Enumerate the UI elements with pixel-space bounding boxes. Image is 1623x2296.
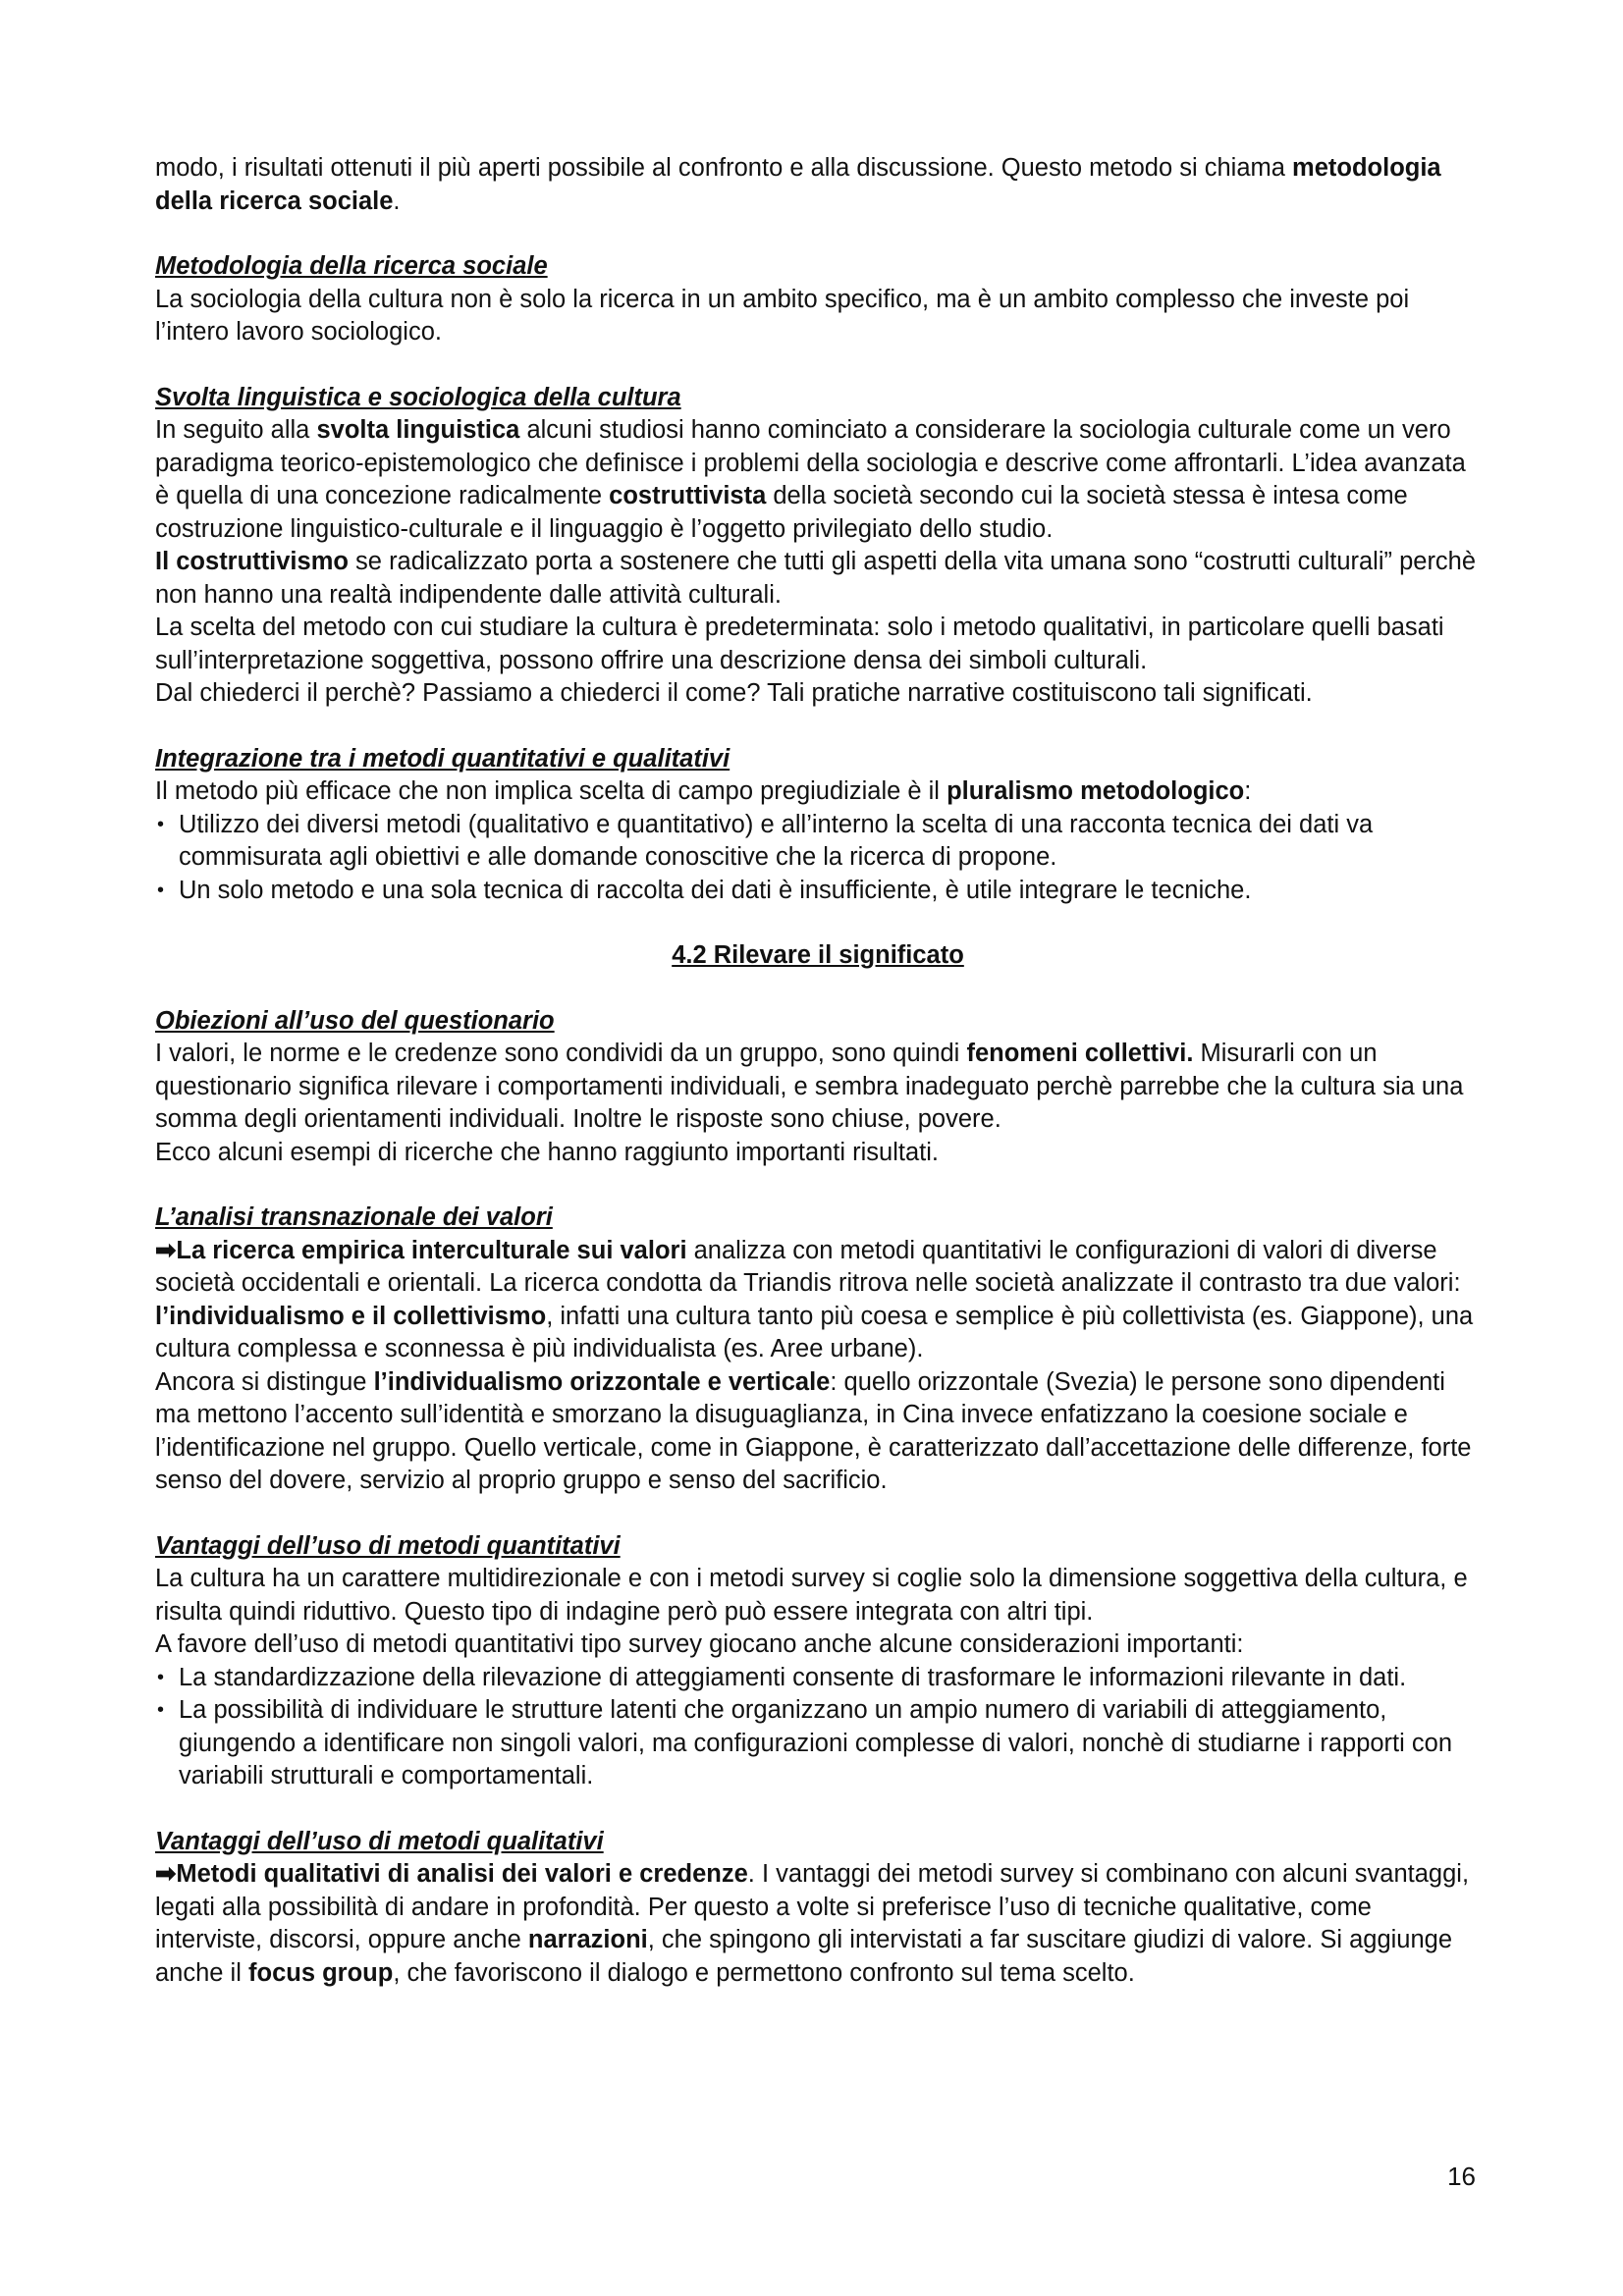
text-span: : bbox=[1244, 777, 1252, 805]
section-heading-transnational: L’analisi transnazionale dei valori bbox=[155, 1203, 553, 1231]
section-heading-methodology: Metodologia della ricerca sociale bbox=[155, 252, 548, 280]
list-item: • La possibilità di individuare le strutture latenti che organizzano un ampio numero di variabili di atteggiamento, giungendo a identificare non singoli valori, ma configurazioni complesse di valori, nonchè di studiarne i rapporti con variabili strutturali e comportamentali. bbox=[155, 1694, 1481, 1793]
intro-text: modo, i risultati ottenuti il più aperti possibile al confronto e alla discussione. Questo metodo si chiama bbox=[155, 154, 1285, 182]
method-choice-paragraph: La scelta del metodo con cui studiare la cultura è predeterminata: solo i metodo qualitativi, in particolare quelli basati sull’interpretazione soggettiva, possono offrire una descrizione densa dei simboli culturali. bbox=[155, 614, 1444, 674]
text-span: , che spingono gli intervistati a far suscitare giudizi di valore. Si aggiunge anche il bbox=[155, 1926, 1453, 1987]
intro-bold: metodologia della ricerca sociale bbox=[155, 154, 1441, 215]
text-span: Il metodo più efficace che non implica scelta di campo pregiudiziale è il bbox=[155, 777, 940, 805]
examples-paragraph: Ecco alcuni esempi di ricerche che hanno raggiunto importanti risultati. bbox=[155, 1138, 939, 1166]
section-heading-objections: Obiezioni all’uso del questionario bbox=[155, 1006, 555, 1035]
intro-end: . bbox=[393, 187, 401, 215]
quantitative-paragraph: La cultura ha un carattere multidirezionale e con i metodi survey si coglie solo la dimensione soggettiva della cultura, e risulta quindi riduttivo. Questo tipo di indagine però può essere integrata con altri tipi. bbox=[155, 1565, 1468, 1626]
bold-span: l’individualismo e il collettivismo bbox=[155, 1302, 547, 1330]
page-number: 16 bbox=[1447, 2162, 1476, 2191]
section-heading-qualitative: Vantaggi dell’uso di metodi qualitativi bbox=[155, 1827, 604, 1855]
chapter-heading: 4.2 Rilevare il significato bbox=[672, 941, 964, 969]
section-heading-linguistic-turn: Svolta linguistica e sociologica della cultura bbox=[155, 383, 681, 411]
bold-span: pluralismo metodologico bbox=[947, 777, 1245, 805]
objections-paragraph bbox=[155, 1038, 1481, 1137]
why-how-paragraph: Dal chiederci il perchè? Passiamo a chiederci il come? Tali pratiche narrative costituiscono tali significati. bbox=[155, 679, 1313, 707]
list-item: • La standardizzazione della rilevazione di atteggiamenti consente di trasformare le informazioni rilevante in dati. bbox=[155, 1662, 1481, 1695]
bold-span: Il costruttivismo bbox=[155, 548, 349, 575]
quantitative-favor-paragraph: A favore dell’uso di metodi quantitativi tipo survey giocano anche alcune considerazioni importanti: bbox=[155, 1630, 1244, 1658]
text-span: I valori, le norme e le credenze sono condividi da un gruppo, sono quindi bbox=[155, 1040, 960, 1067]
section-heading-integration: Integrazione tra i metodi quantitativi e qualitativi bbox=[155, 744, 730, 773]
constructivism-paragraph bbox=[155, 546, 1481, 612]
intro-paragraph bbox=[155, 152, 1481, 218]
list-item: • Utilizzo dei diversi metodi (qualitativo e quantitativo) e all’interno la scelta di una racconta tecnica dei dati va commisurata agli obiettivi e alle domande conoscitive che la ricerca di propone. bbox=[155, 809, 1481, 875]
text-span: : quello orizzontale (Svezia) le persone sono dipendenti ma mettono l’accento sull’identità e smorzano la disuguaglianza, in Cina invece enfatizzano la coesione sociale e l’identificazione nel gruppo. Quello verticale, come in Giappone, è caratterizzato dall’accettazione delle differenze, forte senso del dovere, servizio al proprio gruppo e senso del sacrificio. bbox=[155, 1367, 1472, 1494]
section-heading-quantitative: Vantaggi dell’uso di metodi quantitativi bbox=[155, 1531, 621, 1560]
bold-span: svolta linguistica bbox=[316, 416, 520, 444]
quantitative-bullet-list bbox=[155, 1662, 1481, 1793]
text-span: Ancora si distingue bbox=[155, 1367, 367, 1396]
bold-span: costruttivista bbox=[609, 482, 767, 509]
arrow-icon: ➡ bbox=[155, 1236, 177, 1264]
text-span: alcuni studiosi hanno cominciato a considerare la sociologia culturale come un vero paradigma teorico-epistemologico che definisce i problemi della sociologia e descrive come affrontarli. L’idea avanzata è quella di una concezione radicalmente bbox=[155, 416, 1466, 509]
linguistic-turn-paragraph bbox=[155, 414, 1481, 546]
transnational-paragraph bbox=[155, 1235, 1481, 1366]
text-span: se radicalizzato porta a sostenere che tutti gli aspetti della vita umana sono “costrutti culturali” perchè non hanno una realtà indipendente dalle attività culturali. bbox=[155, 548, 1477, 609]
text-span: della società secondo cui la società stessa è intesa come costruzione linguistico-culturale e il linguaggio è l’oggetto privilegiato dello studio. bbox=[155, 482, 1408, 543]
integration-bullet-list bbox=[155, 809, 1481, 908]
list-item: • Un solo metodo e una sola tecnica di raccolta dei dati è insufficiente, è utile integrare le tecniche. bbox=[155, 875, 1481, 908]
bold-span: La ricerca empirica interculturale sui valori bbox=[176, 1236, 687, 1264]
arrow-icon: ➡ bbox=[155, 1860, 177, 1888]
text-span: . I vantaggi dei metodi survey si combinano con alcuni svantaggi, legati alla possibilità di andare in profondità. Per questo a volte si preferisce l’uso di tecniche qualitative, come interviste, discorsi, oppure anche bbox=[155, 1860, 1470, 1953]
text-span: In seguito alla bbox=[155, 416, 310, 444]
bold-span: focus group bbox=[248, 1958, 394, 1987]
document-page bbox=[155, 152, 1481, 1990]
bold-span: Metodi qualitativi di analisi dei valori e credenze bbox=[176, 1860, 748, 1888]
bold-span: fenomeni collettivi. bbox=[966, 1040, 1194, 1067]
individualism-paragraph bbox=[155, 1366, 1481, 1498]
bold-span: l’individualismo orizzontale e verticale bbox=[373, 1367, 831, 1396]
methodology-paragraph: La sociologia della cultura non è solo la ricerca in un ambito specifico, ma è un ambito complesso che investe poi l’intero lavoro sociologico. bbox=[155, 285, 1410, 346]
text-span: , infatti una cultura tanto più coesa e semplice è più collettivista (es. Giappone), una cultura complessa e sconnessa è più individualista (es. Aree urbane). bbox=[155, 1302, 1474, 1362]
bold-span: narrazioni bbox=[527, 1926, 648, 1953]
qualitative-paragraph bbox=[155, 1858, 1481, 1990]
text-span: analizza con metodi quantitativi le configurazioni di valori di diverse società occidentali e orientali. La ricerca condotta da Triandis ritrova nelle società analizzate il contrasto tra due valori: bbox=[155, 1236, 1461, 1297]
integration-paragraph bbox=[155, 775, 1481, 809]
text-span: , che favoriscono il dialogo e permettono confronto sul tema scelto. bbox=[393, 1958, 1135, 1987]
text-span: Misurarli con un questionario significa rilevare i comportamenti individuali, e sembra inadeguato perchè parrebbe che la cultura sia una somma degli orientamenti individuali. Inoltre le risposte sono chiuse, povere. bbox=[155, 1040, 1464, 1133]
